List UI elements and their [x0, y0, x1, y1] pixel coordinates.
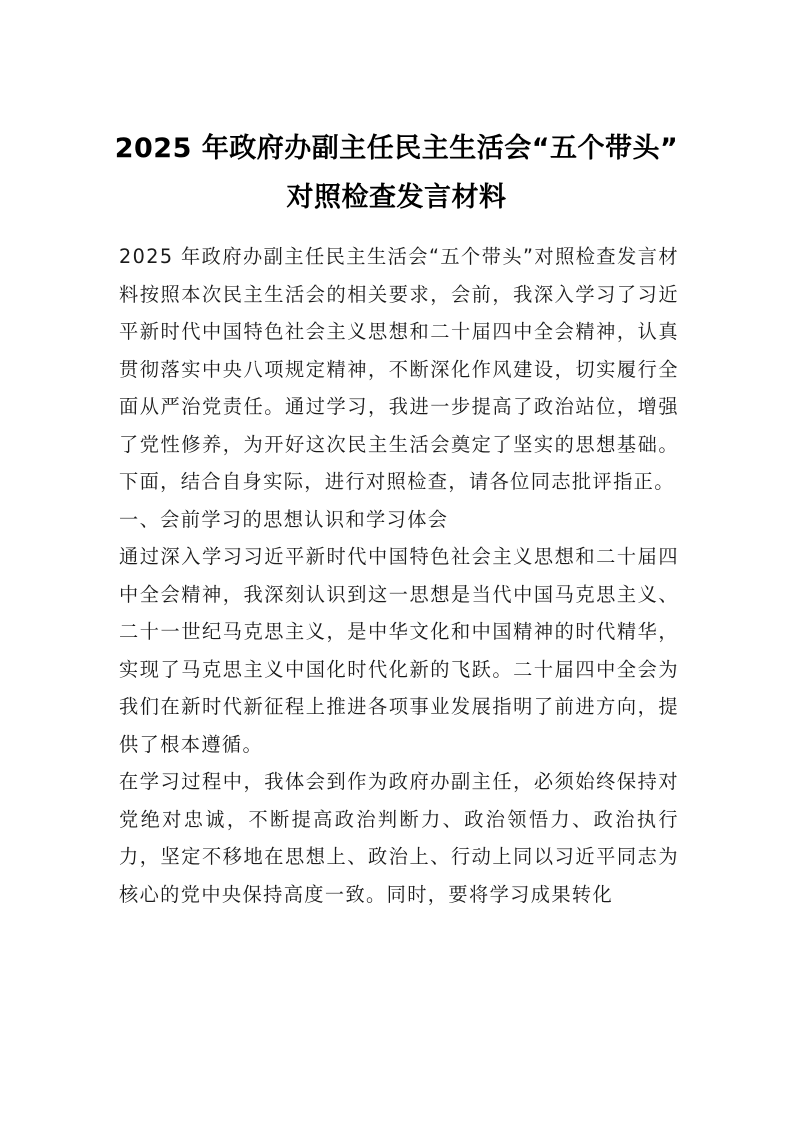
section-heading: 一、会前学习的思想认识和学习体会 — [119, 507, 449, 531]
document-title-line-1: 2025 年政府办副主任民主生活会“五个带头” — [114, 133, 679, 164]
document-title-line-2: 对照检查发言材料 — [286, 182, 507, 213]
body-paragraph: 通过深入学习习近平新时代中国特色社会主义思想和二十届四中全会精神，我深刻认识到这一思想是当代中国马克思主义、二十一世纪马克思主义，是中华文化和中国精神的时代精华，实现了马克思主义中国化时代化新的飞跃。二十届四中全会为我们在新时代新征程上推进各项事业发展指明了前进方向，提供了根本遵循。 — [119, 545, 679, 756]
document-body — [119, 238, 679, 913]
intro-paragraph: 2025 年政府办副主任民主生活会“五个带头”对照检查发言材料按照本次民主生活会的相关要求，会前，我深入学习了习近平新时代中国特色社会主义思想和二十届四中全会精神，认真贯彻落实中央八项规定精神，不断深化作风建设，切实履行全面从严治党责任。通过学习，我进一步提高了政治站位，增强了党性修养，为开好这次民主生活会奠定了坚实的思想基础。下面，结合自身实际，进行对照检查，请各位同志批评指正。 — [119, 245, 679, 493]
body-paragraph: 在学习过程中，我体会到作为政府办副主任，必须始终保持对党绝对忠诚，不断提高政治判断力、政治领悟力、政治执行力，坚定不移地在思想上、政治上、行动上同以习近平同志为核心的党中央保持高度一致。同时，要将学习成果转化 — [119, 770, 679, 906]
